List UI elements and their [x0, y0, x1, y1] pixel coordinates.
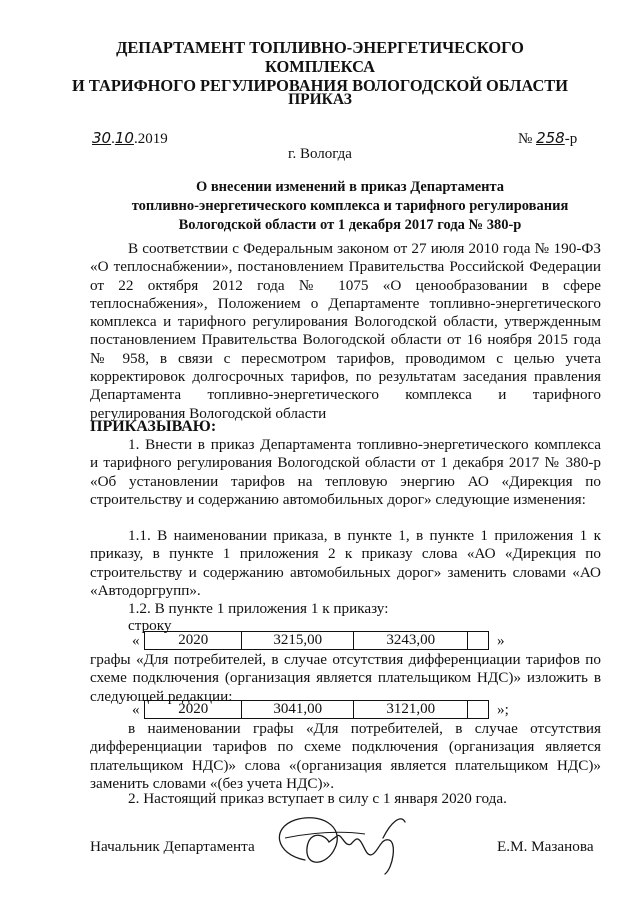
date-year: .2019 [133, 131, 168, 147]
item-2: 2. Настоящий приказ вступает в силу с 1 января 2020 года. [128, 790, 507, 807]
item-1-2: 1.2. В пункте 1 приложения 1 к приказу: [128, 600, 389, 617]
signer-title: Начальник Департамента [90, 838, 255, 855]
number-suffix: -р [564, 131, 578, 147]
order-subject [100, 178, 600, 235]
signature-image [265, 808, 435, 878]
table-row [145, 701, 489, 719]
quote-close-old: » [497, 632, 505, 649]
date-sep: . [111, 131, 115, 147]
value-cell-1: 3215,00 [242, 632, 354, 650]
signer-name: Е.М. Мазанова [497, 838, 594, 855]
value-cell-2: 3121,00 [353, 701, 467, 719]
value-cell-1: 3041,00 [242, 701, 354, 719]
number-prefix: № [518, 131, 533, 147]
old-tariff-row [144, 631, 489, 650]
new-tariff-row [144, 700, 489, 719]
graph-text: графы «Для потребителей, в случае отсутствия дифференциации тарифов по схеме подключения (организация является плательщиком НДС)» изложить в следующей редакции: [90, 651, 601, 705]
preamble: В соответствии с Федеральным законом от 27 июля 2010 года № 190-ФЗ «О теплоснабжении», постановлением Правительства Российской Федерации от 22 октября 2012 года № 1075 «О ценообразовании в сфере теплоснабжения», Положением о Департаменте топливно-энергетического комплекса и тарифного регулирования Вологодской области, утвержденным постановлением Правительства Вологодской области от 16 ноября 2015 года № 958, в связи с пересмотром тарифов, проводимом с целью учета корректировок долгосрочных тарифов, по результатам заседания правления Департамента топливно-энергетического комплекса и тарифного регулирования Вологодской области [90, 240, 601, 422]
empty-cell [468, 701, 489, 719]
subject-line-1: О внесении изменений в приказ Департамента [195, 179, 505, 195]
empty-cell [468, 632, 489, 650]
quote-open-old: « [132, 632, 140, 649]
subject-line-3: Вологодской области от 1 декабря 2017 года № 380-р [178, 217, 522, 233]
quote-open-new: « [132, 701, 140, 718]
header-line-1: ДЕПАРТАМЕНТ ТОПЛИВНО-ЭНЕРГЕТИЧЕСКОГО КОМПЛЕКСА [116, 38, 524, 76]
subject-line-2: топливно-энергетического комплекса и тарифного регулирования [131, 198, 569, 214]
stroku-label: строку [128, 617, 172, 634]
department-header [60, 38, 580, 95]
date-day: 30 [92, 129, 112, 147]
item-1-1: 1.1. В наименовании приказа, в пункте 1, в пункте 1 приложения 1 к приказу, в пункте 1 приложения 2 к приказу слова «АО «Дирекция по строительству и содержанию автомобильных дорог» заменить словами «АО «Автодоргрупп». [90, 527, 601, 599]
city: г. Вологда [288, 146, 352, 162]
header-line-2: И ТАРИФНОГО РЕГУЛИРОВАНИЯ ВОЛОГОДСКОЙ ОБЛАСТИ [72, 76, 568, 95]
rename-text: в наименовании графы «Для потребителей, в случае отсутствия дифференциации тарифов по схеме подключения (организация является плательщиком НДС)» слова «(организация является плательщиком НДС)» заменить словами «(без учета НДС)». [90, 720, 601, 792]
quote-close-new: »; [497, 701, 509, 718]
year-cell: 2020 [145, 701, 242, 719]
number-value: 258 [536, 129, 565, 147]
item-1: 1. Внести в приказ Департамента топливно-энергетического комплекса и тарифного регулирования Вологодской области от 1 декабря 2017 № 380-р «Об установлении тарифов на тепловую энергию АО «Дирекция по строительству и содержанию автомобильных дорог» следующие изменения: [90, 436, 601, 508]
table-row [145, 632, 489, 650]
prikazyvayu-heading: ПРИКАЗЫВАЮ: [90, 418, 217, 435]
order-title: ПРИКАЗ [288, 91, 352, 108]
date-month: 10 [114, 129, 134, 147]
value-cell-2: 3243,00 [353, 632, 467, 650]
year-cell: 2020 [145, 632, 242, 650]
